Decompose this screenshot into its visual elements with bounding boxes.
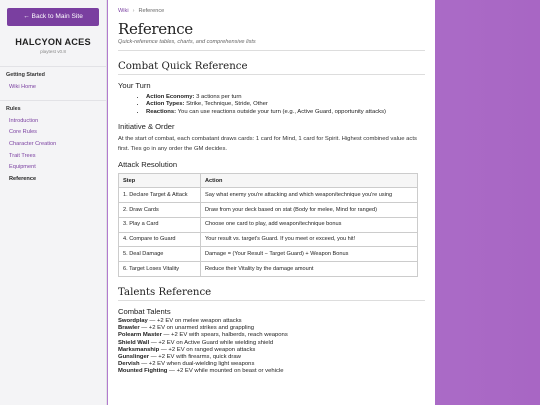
talent-text: — +2 EV when dual-wielding light weapons (139, 361, 255, 368)
talents-list (118, 318, 425, 376)
table-cell: Damage = (Your Result − Target Guard) + Weapon Bonus (201, 247, 418, 262)
table-cell: 6. Target Loses Vitality (119, 262, 201, 277)
sidebar (0, 0, 107, 405)
list-item (118, 361, 425, 368)
initiative-heading: Initiative & Order (118, 122, 175, 132)
breadcrumb-separator: › (132, 8, 135, 14)
talent-text: — +2 EV on melee weapon attacks (147, 318, 242, 324)
your-turn-list (146, 94, 425, 116)
table-cell: 3. Play a Card (119, 217, 201, 232)
term-label: Action Economy: (146, 94, 195, 100)
talents-reference-heading: Talents Reference (118, 287, 425, 301)
talent-name: Swordplay (118, 318, 148, 324)
talent-text: — +2 EV on ranged weapon attacks (159, 346, 256, 353)
sidebar-item-introduction[interactable]: Introduction (9, 117, 39, 124)
term-text: You can use reactions outside your turn (e.g., Active Guard, opportunity attacks) (176, 108, 387, 115)
term-text: Strike, Technique, Stride, Other (184, 101, 268, 108)
breadcrumb (118, 8, 425, 14)
list-item (146, 94, 425, 101)
sidebar-item-reference[interactable]: Reference (9, 175, 37, 182)
talent-text: — +2 EV with spears, halberds, reach weapons (161, 332, 288, 339)
sidebar-item-core-rules[interactable]: Core Rules (9, 129, 37, 136)
table-row (119, 232, 418, 247)
list-item (118, 332, 425, 339)
page-subtitle: Quick-reference tables, charts, and comprehensive lists (118, 39, 425, 51)
table-cell: 5. Deal Damage (119, 247, 201, 262)
version-label: playtest v0.8 (40, 49, 66, 54)
page-title: Reference (118, 20, 193, 38)
term-label: Action Types: (146, 101, 185, 108)
attack-resolution-heading: Attack Resolution (118, 160, 178, 170)
table-row (119, 262, 418, 277)
talent-name: Brawler (118, 325, 140, 332)
table-cell: Reduce their Vitality by the damage amount (201, 262, 418, 277)
term-label: Reactions: (146, 108, 177, 115)
list-item (118, 347, 425, 354)
back-to-main-site-button[interactable]: ← Back to Main Site (7, 8, 99, 26)
list-item (118, 340, 425, 347)
table-cell: 1. Declare Target & Attack (119, 188, 201, 203)
breadcrumb-current: Reference (138, 8, 165, 14)
talent-text: — +2 EV with firearms, quick draw (149, 354, 241, 361)
table-row (119, 188, 418, 203)
table-cell: 4. Compare to Guard (119, 232, 201, 247)
sidebar-item-character-creation[interactable]: Character Creation (9, 141, 57, 148)
table-row (119, 203, 418, 218)
talent-text: — +2 EV on Active Guard while wielding shield (149, 339, 274, 346)
list-item (118, 368, 425, 375)
talent-text: — +2 EV on unarmed strikes and grappling (139, 325, 255, 332)
attack-resolution-table (118, 173, 418, 277)
main-content (108, 0, 435, 405)
sidebar-item-equipment[interactable]: Equipment (9, 164, 36, 171)
combat-quick-reference-heading: Combat Quick Reference (118, 61, 425, 75)
list-item (118, 354, 425, 361)
table-header-row (119, 174, 418, 188)
table-row (119, 247, 418, 262)
your-turn-heading: Your Turn (118, 81, 151, 90)
list-item (146, 109, 425, 116)
list-item (146, 101, 425, 108)
initiative-text: At the start of combat, each combatant draws cards: 1 card for Mind, 1 card for Spirit. Highest combined value acts first. Ties go in any order the GM decides. (118, 136, 417, 152)
column-header-step: Step (119, 174, 201, 188)
table-row (119, 217, 418, 232)
sidebar-item-wiki-home[interactable]: Wiki Home (9, 84, 37, 91)
talent-name: Mounted Fighting (118, 368, 168, 375)
sidebar-item-trait-trees[interactable]: Trait Trees (9, 152, 36, 159)
table-cell: Draw from your deck based on stat (Body for melee, Mind for ranged) (201, 203, 418, 218)
sidebar-section-rules: Rules (6, 105, 21, 112)
combat-talents-heading: Combat Talents (118, 307, 171, 316)
list-item (118, 318, 425, 325)
site-brand[interactable]: HALCYON ACES (15, 37, 91, 47)
talent-name: Dervish (118, 361, 140, 368)
table-cell: Say what enemy you're attacking and which weapon/technique you're using (201, 188, 418, 203)
talent-text: — +2 EV while mounted on beast or vehicle (167, 368, 284, 375)
talent-name: Marksmanship (118, 346, 160, 353)
table-cell: 2. Draw Cards (119, 203, 201, 218)
talent-name: Polearm Master (118, 332, 162, 339)
talent-name: Gunslinger (118, 354, 150, 361)
table-cell: Your result vs. target's Guard. If you meet or exceed, you hit! (201, 232, 418, 247)
talent-name: Shield Wall (118, 339, 150, 346)
column-header-action: Action (201, 174, 418, 188)
table-cell: Choose one card to play, add weapon/technique bonus (201, 217, 418, 232)
list-item (118, 325, 425, 332)
sidebar-section-getting-started: Getting Started (6, 72, 45, 78)
breadcrumb-wiki-link[interactable]: Wiki (118, 8, 129, 14)
term-text: 3 actions per turn (194, 94, 242, 100)
